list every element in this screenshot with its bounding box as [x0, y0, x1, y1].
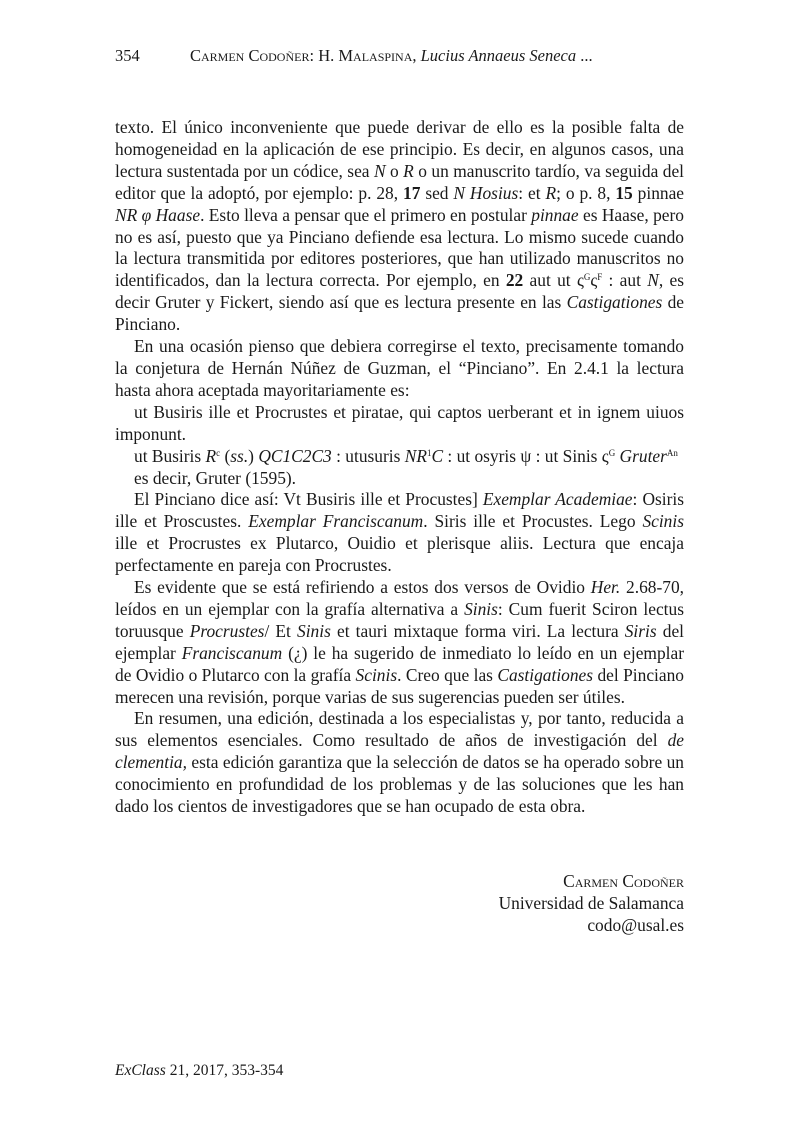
italic-text: R [403, 160, 414, 181]
paragraph [115, 708, 684, 818]
text-run: texto. El único inconveniente que puede derivar de ello es la posible falta de homogeneidad en la aplicación de ese principio. Es decir, en algunos casos, una lectura sustentada por un códice, sea [115, 117, 684, 181]
italic-text: ss. [230, 445, 249, 466]
text-run: de Pinciano. [115, 292, 684, 335]
signature-name: Carmen Codoñer [563, 871, 684, 891]
text-run: / Et [264, 620, 298, 641]
italic-text: R [205, 445, 217, 466]
header-subject: Malaspina [338, 46, 413, 65]
italic-text: NR φ Haase [115, 204, 201, 225]
bold-text: 15 [615, 182, 633, 203]
italic-text: NR [404, 445, 427, 466]
text-run: ( [220, 445, 231, 466]
text-run: (¿) le ha sugerido de inmediato lo leído en un ejemplar de Ovidio o Plutarco con la grafía [115, 642, 684, 685]
italic-text: Scinis [642, 511, 684, 532]
text-run: es decir, Gruter (1595). [134, 467, 297, 488]
text-run: es Haase, pero no es así, puesto que ya Pinciano defiende esa lectura. Lo mismo sucede cuando la lectura transmitida por editores posteriores, que han utilizado manuscritos no identificados, dan la lectura correcta. Por ejemplo, en [115, 204, 684, 291]
text-run: ) [248, 445, 259, 466]
text-run: : aut [602, 270, 648, 291]
text-run: 2.68-70, leídos en un ejemplar con la grafía alternativa a [115, 577, 685, 619]
italic-text: Gruter [619, 445, 667, 466]
superscript: c [216, 447, 221, 458]
italic-text: Sinis [464, 598, 498, 619]
header-sep: : H. [309, 46, 339, 65]
superscript: G [583, 272, 591, 283]
header-author: Carmen Codoñer [190, 46, 310, 65]
paragraph [115, 336, 684, 402]
text-run: del ejemplar [115, 620, 685, 663]
text-run: o un manuscrito tardío, va seguida del editor que la adoptó, por ejemplo: p. 28, [115, 160, 684, 203]
text-run: sed [420, 182, 454, 203]
text-run: ς [590, 270, 598, 291]
signature-block [499, 871, 684, 937]
text-run: En una ocasión pienso que debiera corregirse el texto, precisamente tomando la conjetura de Hernán Núñez de Guzman, el “Pinciano”. En 2.4.1 la lectura hasta ahora aceptada mayoritariamente es: [115, 336, 684, 400]
text-run: esta edición garantiza que la selección de datos se ha operado sobre un conocimiento en profundidad de los problemas y de las soluciones que les han dado los cientos de investigadores que se han ocupado de esta obra. [115, 752, 684, 817]
paragraph [115, 117, 684, 336]
text-run: ; o p. 8, [556, 182, 616, 203]
footer-citation: 21, 2017, 353-354 [165, 1062, 284, 1079]
text-run: o [385, 160, 404, 181]
italic-text: Procrustes [189, 620, 265, 641]
page-footer [115, 1062, 283, 1080]
italic-text: de clementia, [115, 730, 684, 773]
superscript: F [597, 272, 603, 283]
footer-journal: ExClass [115, 1062, 166, 1079]
text-run: . Creo que las [397, 664, 498, 685]
header-ellipsis: ... [576, 46, 593, 65]
body-text [115, 117, 684, 818]
text-run: ut Busiris ille et Procrustes et piratae, qui captos uerberant et in ignem uiuos imponunt. [115, 401, 684, 444]
italic-text: Siris [624, 620, 657, 641]
italic-text: R [545, 182, 557, 203]
italic-text: Sinis [297, 620, 331, 641]
text-run: : utusuris [331, 445, 405, 466]
text-run: En resumen, una edición, destinada a los especialistas y, por tanto, reducida a sus elementos esenciales. Como resultado de años de investigación del [115, 708, 684, 751]
bold-text: 17 [403, 182, 421, 203]
text-run: pinnae [632, 182, 685, 203]
bold-text: 22 [505, 270, 524, 291]
page-number: 354 [115, 46, 140, 65]
text-run: ille et Procrustes ex Plutarco, Ouidio et plerisque aliis. Lectura que encaja perfectamente en pareja con Procrustes. [115, 533, 684, 576]
italic-text: Scinis [355, 664, 398, 685]
superscript: 1 [426, 447, 432, 458]
text-run: : Osiris ille et Proscustes. [115, 489, 684, 532]
paragraph [115, 446, 684, 468]
paragraph [115, 489, 684, 577]
italic-text: C [431, 445, 444, 466]
text-run: , es decir Gruter y Fickert, siendo así que es lectura presente en las [115, 270, 684, 313]
text-run: Es evidente que se está refiriendo a estos dos versos de Ovidio [134, 577, 591, 598]
italic-text: N [373, 160, 386, 181]
italic-text: Exemplar Franciscanum [248, 511, 424, 532]
signature-affiliation: Universidad de Salamanca [498, 892, 684, 913]
italic-text: Exemplar Academiae [482, 489, 633, 510]
text-run: El Pinciano dice así: Vt Busiris ille et Procustes] [134, 489, 483, 510]
italic-text: N Hosius [453, 182, 519, 203]
header-work: Lucius Annaeus Seneca [420, 46, 577, 65]
text-run: aut ut ς [523, 270, 584, 291]
italic-text: QC1C2C3 [258, 445, 332, 466]
text-run: del Pinciano merecen una revisión, porque varias de sus sugerencias pueden ser útiles. [115, 664, 684, 707]
italic-text: Franciscanum [181, 642, 283, 663]
text-run: . Siris ille et Procustes. Lego [423, 511, 643, 532]
paragraph [115, 577, 684, 708]
signature-email[interactable]: codo@usal.es [587, 914, 684, 935]
text-run: ut Busiris [134, 445, 206, 466]
header-sep: , [412, 46, 421, 65]
italic-text: Castigationes [566, 292, 663, 313]
text-run: : Cum fuerit Sciron lectus toruusque [115, 598, 684, 641]
superscript: An [666, 447, 678, 458]
text-run: et tauri mixtaque forma viri. La lectura [330, 620, 625, 641]
italic-text: N [647, 270, 659, 291]
text-run: : ut osyris ψ : ut Sinis ς [443, 445, 609, 466]
italic-text: Castigationes [497, 664, 594, 685]
text-run: . Esto lleva a pensar que el primero en postular [200, 204, 532, 225]
paragraph [115, 402, 684, 446]
italic-text: Her. [590, 577, 621, 598]
superscript: G [608, 447, 616, 458]
paragraph [115, 468, 684, 490]
running-title [190, 46, 593, 66]
italic-text: pinnae [531, 204, 579, 225]
text-run: : et [518, 182, 546, 203]
